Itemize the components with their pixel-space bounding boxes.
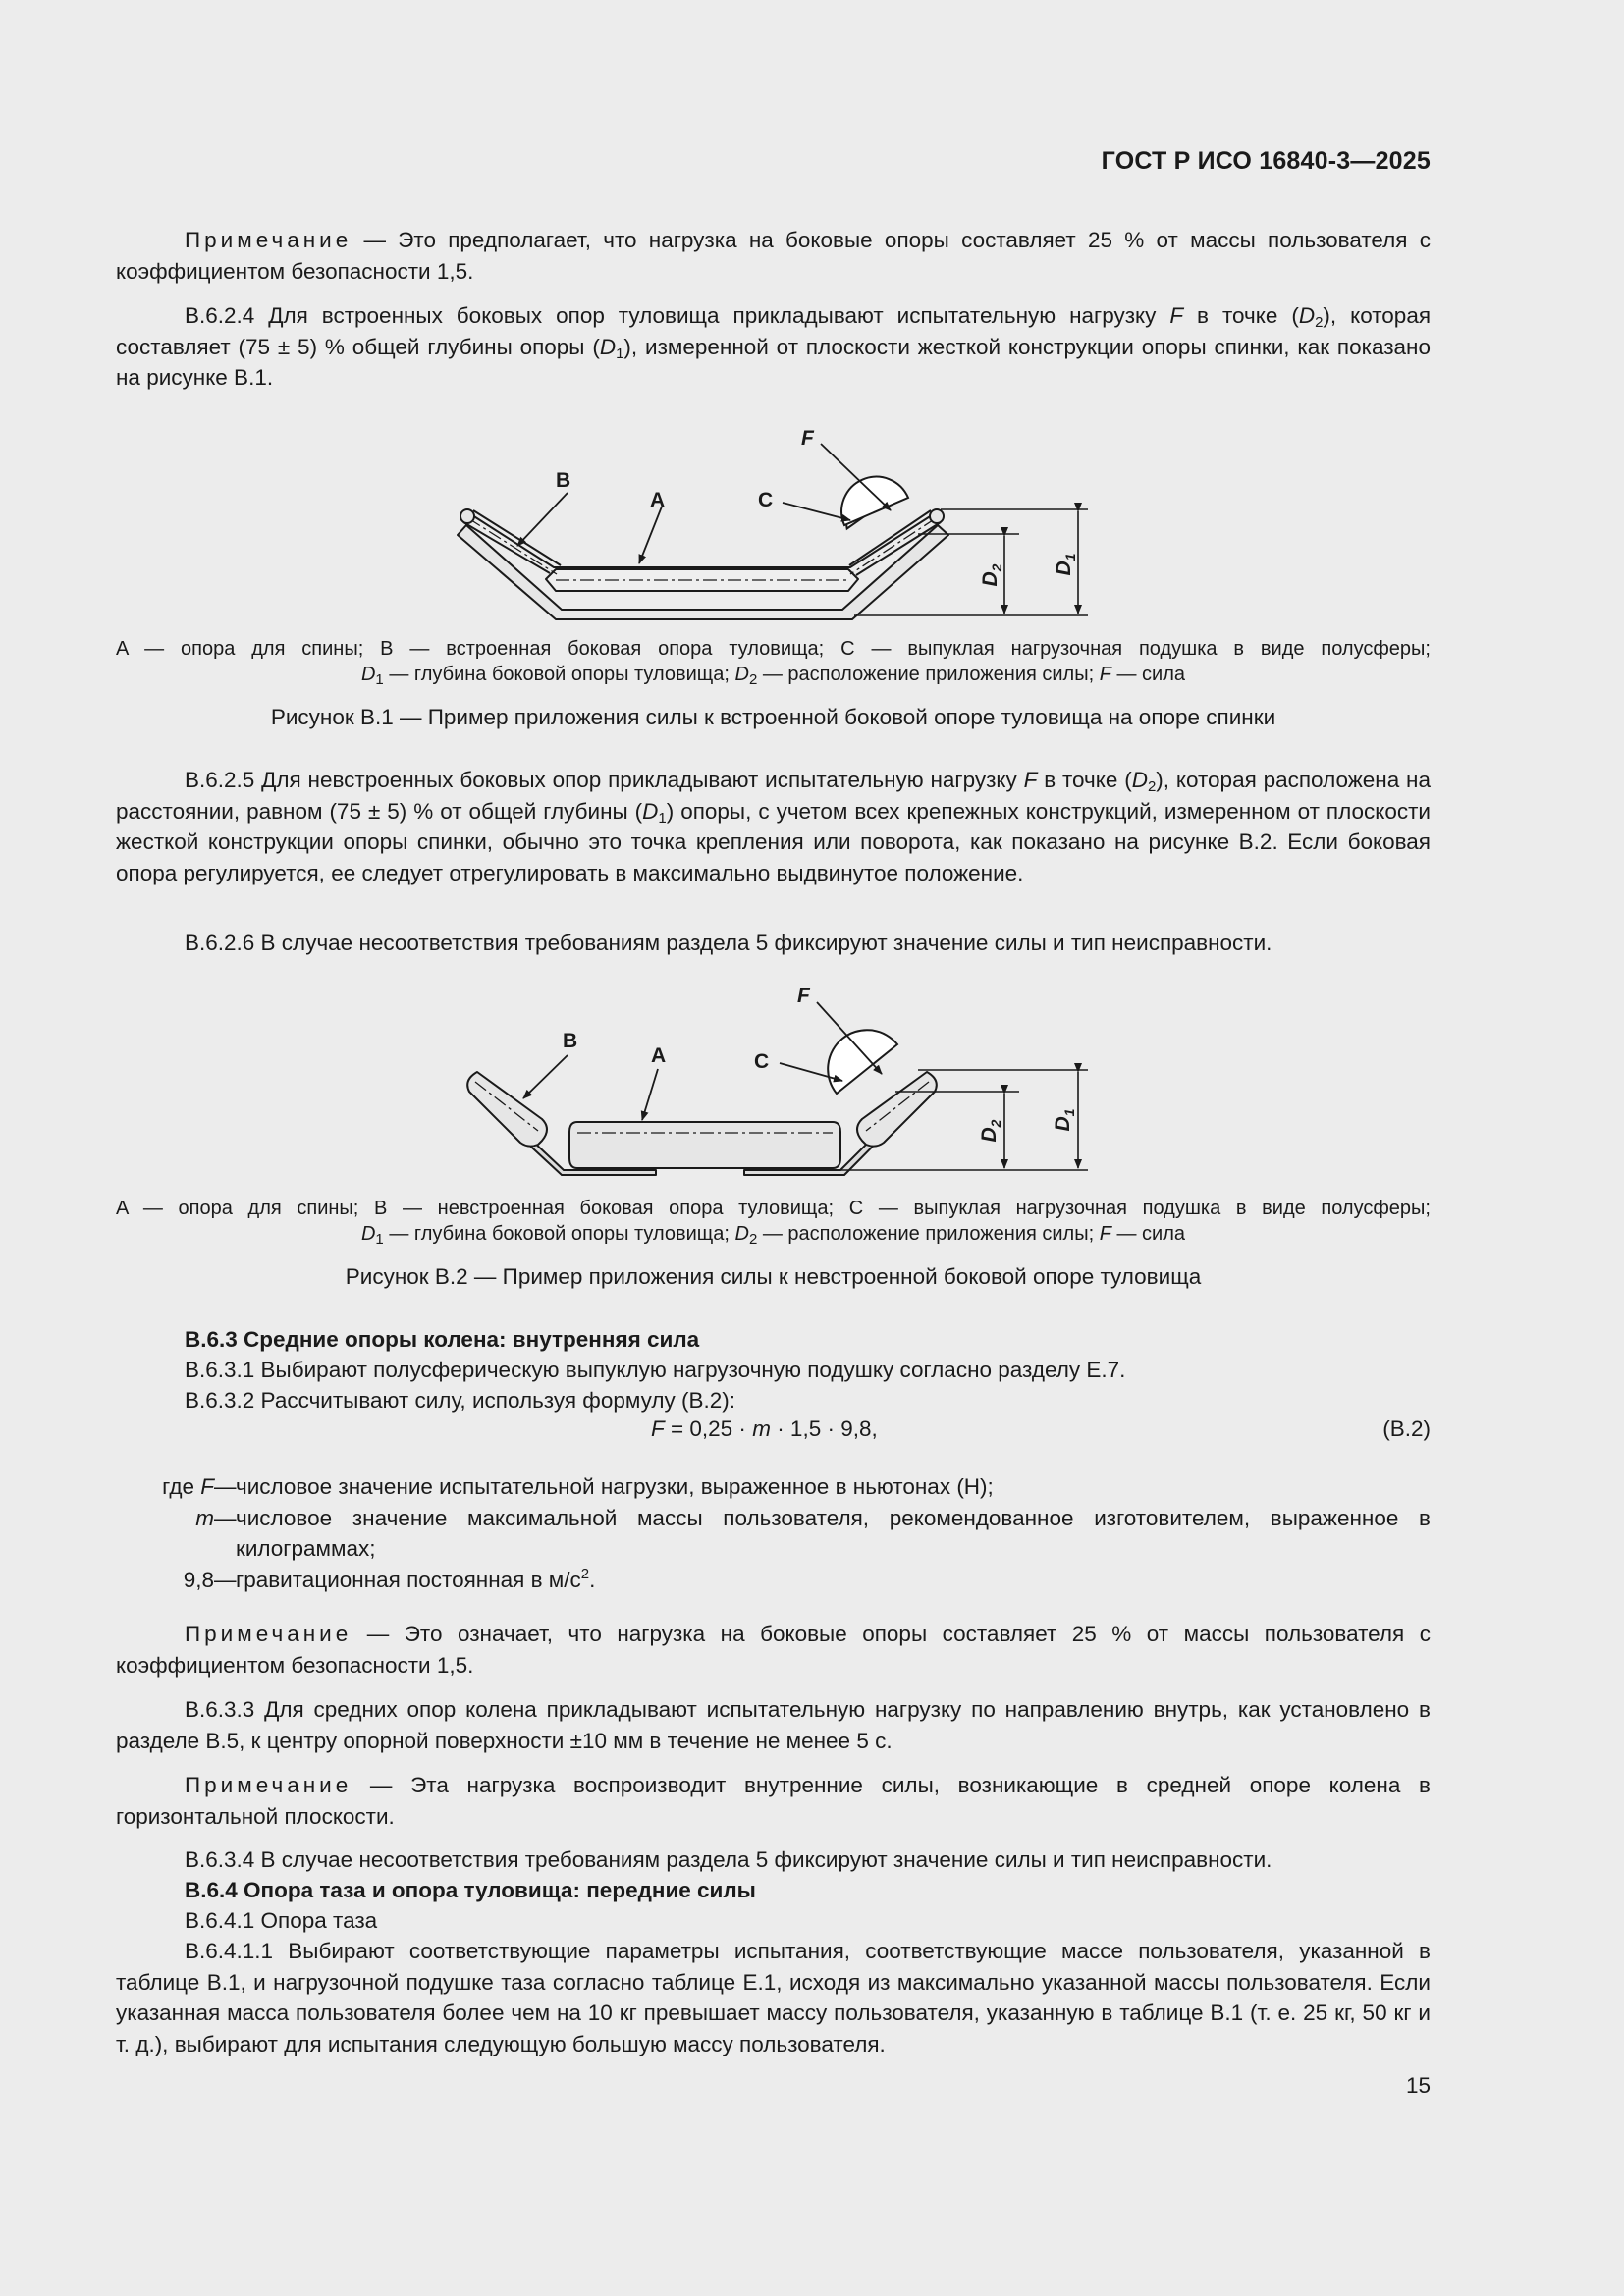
symbol-d: D (360, 664, 376, 685)
note-label: Примечание (185, 228, 352, 252)
variable-definitions (116, 1471, 1431, 1595)
symbol-f: F (651, 1416, 665, 1441)
note-text: — Это означает, что нагрузка на боковые опоры составляет 25 % от массы пользователя с коэффициентом безопасности 1,5. (116, 1622, 1431, 1678)
fig2-left-side-pad (467, 1072, 547, 1147)
fig2-load-pad (828, 1030, 897, 1094)
definition-text (236, 1565, 1431, 1596)
paragraph-b626: В.6.2.6 В случае несоответствия требованиям раздела 5 фиксируют значение силы и тип неисправности. (185, 931, 1272, 955)
document-header: ГОСТ Р ИСО 16840-3—2025 (1101, 147, 1431, 175)
text: ) опоры, с учетом всех крепежных конструкций, измеренном от плоскости жесткой конструкции опоры спинки, обычно это точка крепления или поворота, как показано на рисунке В.2. Если боковая опора регулируется, ее следует отрегулировать в максимально выдвинутое положение. (116, 798, 1431, 885)
fig1-label-d1: $D_1$ (1053, 553, 1078, 576)
dash: — (214, 1474, 237, 1499)
symbol-d: D (734, 664, 749, 685)
symbol-d: D (360, 1223, 376, 1245)
fig2-label-c: C (754, 1050, 770, 1073)
subscript: 1 (616, 345, 624, 362)
definition-key: m (195, 1505, 214, 1530)
text: ), которая расположена на расстоянии, равном (75 ± 5) % от общей глубины ( (116, 768, 1431, 824)
symbol-d: D (1131, 768, 1148, 792)
subscript: 1 (375, 671, 384, 688)
figure-b2-title: Рисунок В.2 — Пример приложения силы к невстроенной боковой опоре туловища (345, 1264, 1202, 1289)
text: — расположение приложения силы; (757, 1223, 1100, 1245)
text: — глубина боковой опоры туловища; (383, 1223, 735, 1245)
note-label: Примечание (185, 1622, 352, 1646)
fig2-right-side-pad (857, 1072, 937, 1147)
definition-key (116, 1471, 214, 1503)
symbol-d: D (642, 798, 659, 824)
figure-b2-legend (116, 1196, 1431, 1247)
paragraph-b6411: В.6.4.1.1 Выбирают соответствующие параметры испытания, соответствующие массе пользователя, указанной в таблице В.1, и нагрузочной подушке таза согласно таблице Е.1, исходя из максимально указанной массы пользователя. Если указанная масса пользователя более чем на 10 кг превышает массу пользователя, указанную в таблице В.1 (т. е. 25 кг, 50 кг и т. д.), выбирают для испытания следующую большую массу пользователя. (116, 1939, 1431, 2056)
subscript: 2 (1147, 778, 1157, 795)
paragraph-b632: В.6.3.2 Рассчитывают силу, используя формулу (В.2): (185, 1388, 735, 1413)
paragraph-b641: В.6.4.1 Опора таза (185, 1908, 378, 1933)
fig2-label-f: F (797, 985, 810, 1007)
figure-b1-title: Рисунок В.1 — Пример приложения силы к встроенной боковой опоре туловища на опоре спинки (270, 705, 1276, 729)
symbol-f: F (1169, 303, 1184, 328)
text: в точке ( (1183, 303, 1299, 328)
symbol-f: F (200, 1474, 214, 1499)
superscript: 2 (580, 1565, 590, 1582)
symbol-f: F (1099, 1223, 1111, 1245)
heading-b64: В.6.4 Опора таза и опора туловища: передние силы (185, 1878, 756, 1902)
subscript: 2 (748, 671, 758, 688)
heading-b63: В.6.3 Средние опоры колена: внутренняя сила (185, 1327, 700, 1352)
text: гравитационная постоянная в м/с (236, 1567, 581, 1592)
formula-number: (В.2) (1382, 1416, 1431, 1441)
subscript: 2 (748, 1231, 758, 1248)
dash: — (214, 1567, 237, 1592)
paragraph-b633: В.6.3.3 Для средних опор колена прикладывают испытательную нагрузку по направлению внутрь, как установлено в разделе В.5, к центру опорной поверхности ±10 мм в течение не менее 5 с. (116, 1697, 1431, 1753)
text: . (589, 1567, 596, 1592)
clause-number: В.6.2.5 (185, 768, 255, 792)
fig2-label-d1: $D_1$ (1052, 1108, 1077, 1132)
note-2 (116, 1619, 1431, 1681)
page-number: 15 (1405, 2073, 1431, 2098)
fig1-label-c: C (758, 489, 774, 511)
text: в точке ( (1037, 768, 1132, 792)
note-text: — Это предполагает, что нагрузка на боковые опоры составляет 25 % от массы пользователя с коэффициентом безопасности 1,5. (116, 228, 1431, 284)
text: ), которая составляет (75 ± 5) % общей глубины опоры ( (116, 303, 1432, 359)
fig2-backrest (569, 1122, 840, 1168)
symbol-f: F (1099, 664, 1111, 685)
note-label: Примечание (185, 1773, 352, 1797)
fig1-label-a: A (650, 489, 666, 511)
fig2-label-b: B (563, 1030, 578, 1052)
subscript: 2 (1315, 314, 1324, 331)
definition-row (116, 1565, 1431, 1596)
text: — расположение приложения силы; (757, 664, 1100, 685)
paragraph-b634: В.6.3.4 В случае несоответствия требованиям раздела 5 фиксируют значение силы и тип неисправности. (185, 1847, 1272, 1872)
legend-line-1: A — опора для спины; B — встроенная боковая опора туловища; C — выпуклая нагрузочная подушка в виде полусферы; (116, 638, 1431, 660)
clause-number: В.6.2.4 (185, 303, 255, 328)
note-text: — Эта нагрузка воспроизводит внутренние силы, возникающие в средней опоре колена в горизонтальной плоскости. (116, 1773, 1431, 1829)
fig1-label-d2: $D_2$ (979, 563, 1004, 587)
text: ), измеренной от плоскости жесткой конструкции опоры спинки, как показано на рисунке В.1. (116, 334, 1431, 390)
formula-expression (651, 1416, 878, 1442)
definition-text: числовое значение испытательной нагрузки, выраженное в ньютонах (Н); (236, 1474, 994, 1499)
fig2-label-a: A (651, 1044, 667, 1067)
definition-text: числовое значение максимальной массы пользователя, рекомендованное изготовителем, выраженное в килограммах; (236, 1505, 1431, 1561)
text: Для встроенных боковых опор туловища прикладывают испытательную нагрузку (254, 303, 1170, 328)
symbol-d: D (599, 334, 617, 359)
symbol-f: F (1023, 768, 1038, 792)
text: — глубина боковой опоры туловища; (383, 664, 735, 685)
fig1-label-f: F (801, 427, 814, 450)
fig1-label-b: B (556, 469, 571, 492)
symbol-d: D (734, 1223, 749, 1245)
symbol-m: m (752, 1416, 771, 1441)
text: · 1,5 · 9,8, (770, 1416, 878, 1441)
subscript: 1 (658, 809, 667, 827)
paragraph-b631: В.6.3.1 Выбирают полусферическую выпуклую нагрузочную подушку согласно разделу Е.7. (185, 1358, 1126, 1382)
text: Для невстроенных боковых опор прикладывают испытательную нагрузку (254, 768, 1024, 792)
text: — сила (1110, 1223, 1186, 1245)
definition-row (116, 1503, 1431, 1565)
dash: — (214, 1505, 237, 1530)
definition-row (116, 1471, 1431, 1503)
definition-key: 9,8 (183, 1567, 214, 1592)
text: где (162, 1474, 201, 1499)
legend-line-1: A — опора для спины; B — невстроенная боковая опора туловища; C — выпуклая нагрузочная подушка в виде полусферы; (116, 1198, 1431, 1219)
text: — сила (1110, 664, 1186, 685)
fig2-label-d2: $D_2$ (978, 1119, 1003, 1143)
text: = 0,25 · (664, 1416, 753, 1441)
note-3 (116, 1770, 1431, 1832)
symbol-d: D (1298, 303, 1316, 328)
subscript: 1 (375, 1231, 384, 1248)
legend-line-2 (360, 1223, 1186, 1248)
